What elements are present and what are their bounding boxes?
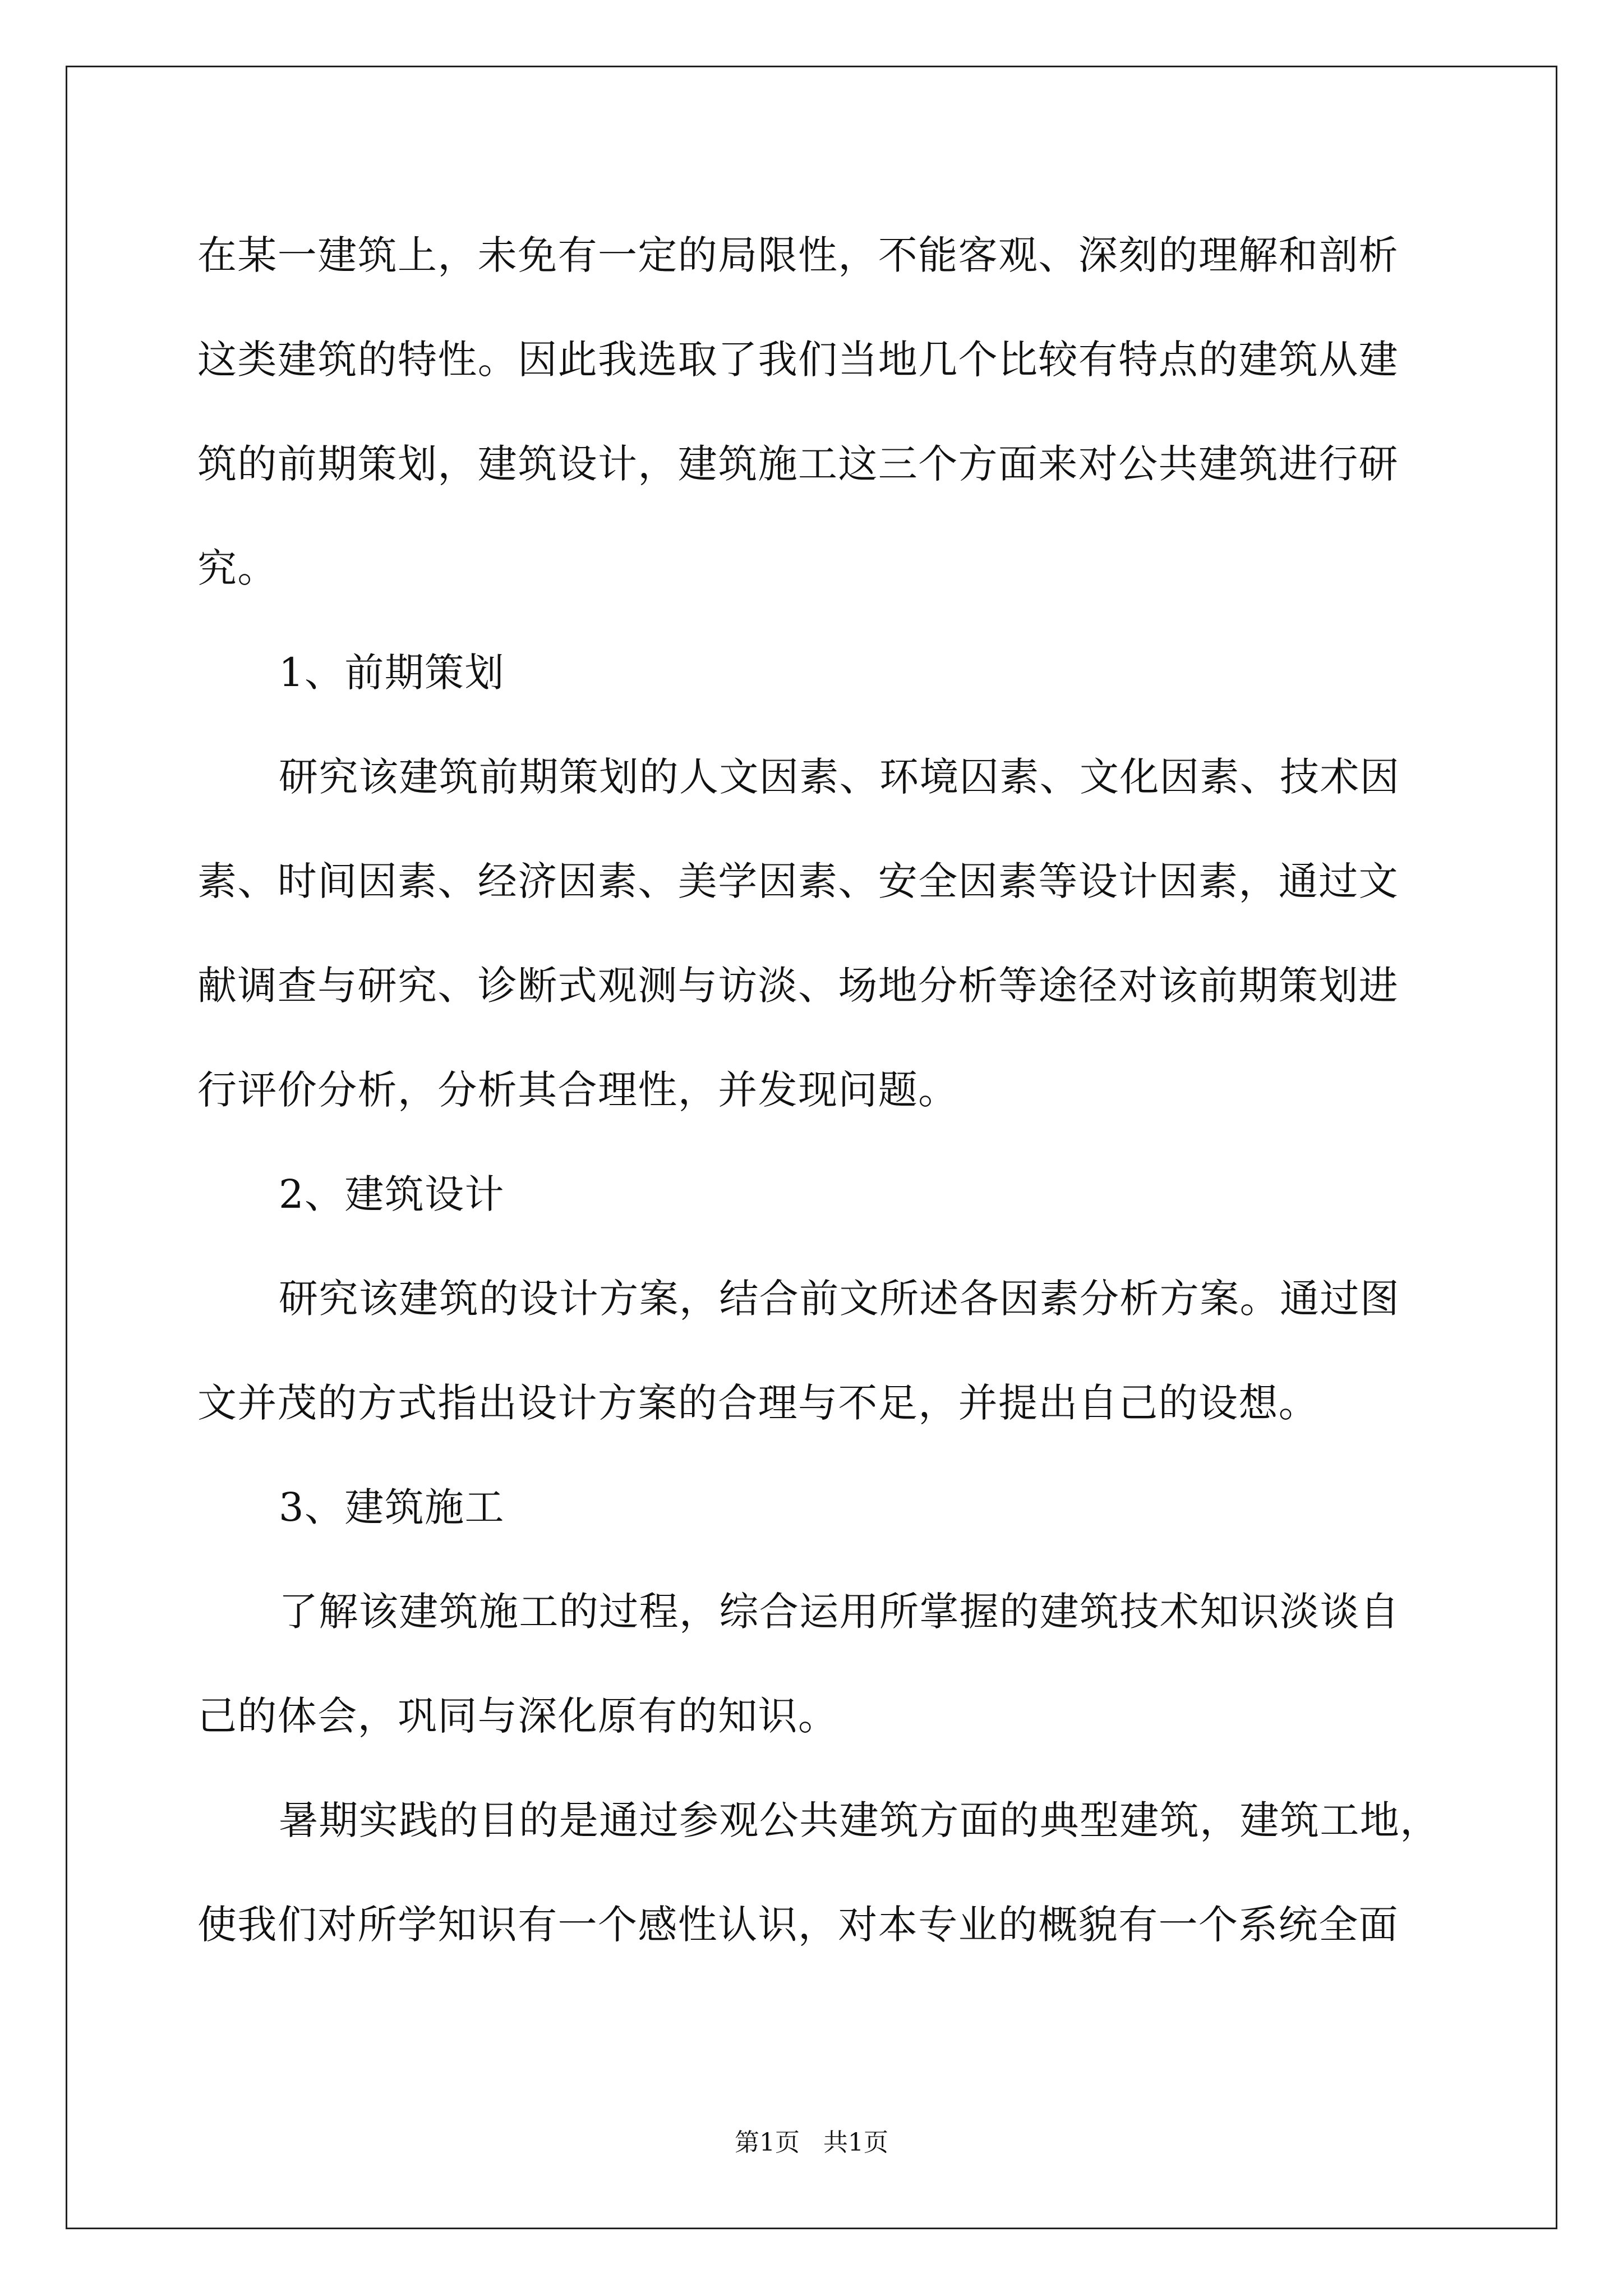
text-line: 研究该建筑的设计方案，结合前文所述各因素分析方案。通过图 xyxy=(279,1276,1400,1322)
section-heading: 1、前期策划 xyxy=(279,650,505,696)
text-line: 暑期实践的目的是通过参观公共建筑方面的典型建筑，建筑工地， xyxy=(279,1797,1440,1843)
text-line: 行评价分析，分析其合理性，并发现问题。 xyxy=(197,1067,958,1113)
text-line: 献调查与研究、诊断式观测与访淡、场地分析等途径对该前期策划进 xyxy=(197,963,1399,1009)
text-line: 了解该建筑施工的过程，综合运用所掌握的建筑技术知识淡谈自 xyxy=(279,1589,1400,1635)
text-line: 这类建筑的特性。因此我选取了我们当地几个比较有特点的建筑从建 xyxy=(197,337,1399,383)
text-line: 研究该建筑前期策划的人文因素、环境囚素、文化因素、技术因 xyxy=(279,754,1400,800)
section-heading: 3、建筑施工 xyxy=(279,1484,505,1530)
page-footer: 第1页 共1页 xyxy=(735,2128,888,2157)
text-line: 究。 xyxy=(197,545,278,591)
text-line: 使我们对所学知识有一个感性认识，对本专业的概貌有一个系统全面 xyxy=(197,1902,1399,1948)
section-heading: 2、建筑设计 xyxy=(279,1171,505,1217)
text-line: 在某一建筑上，未免有一定的局限性，不能客观、深刻的理解和剖析 xyxy=(197,232,1399,278)
text-line: 素、时间因素、经济因素、美学因素、安全因素等设计因素，通过文 xyxy=(197,858,1399,904)
document-body xyxy=(197,203,1440,1977)
text-line: 己的体会，巩同与深化原有的知识。 xyxy=(197,1693,838,1739)
text-line: 筑的前期策划，建筑设计，建筑施工这三个方面来对公共建筑进行研 xyxy=(197,441,1399,487)
text-line: 文并茂的方式指出设计方案的合理与不足，并提出自己的设想。 xyxy=(197,1380,1319,1426)
